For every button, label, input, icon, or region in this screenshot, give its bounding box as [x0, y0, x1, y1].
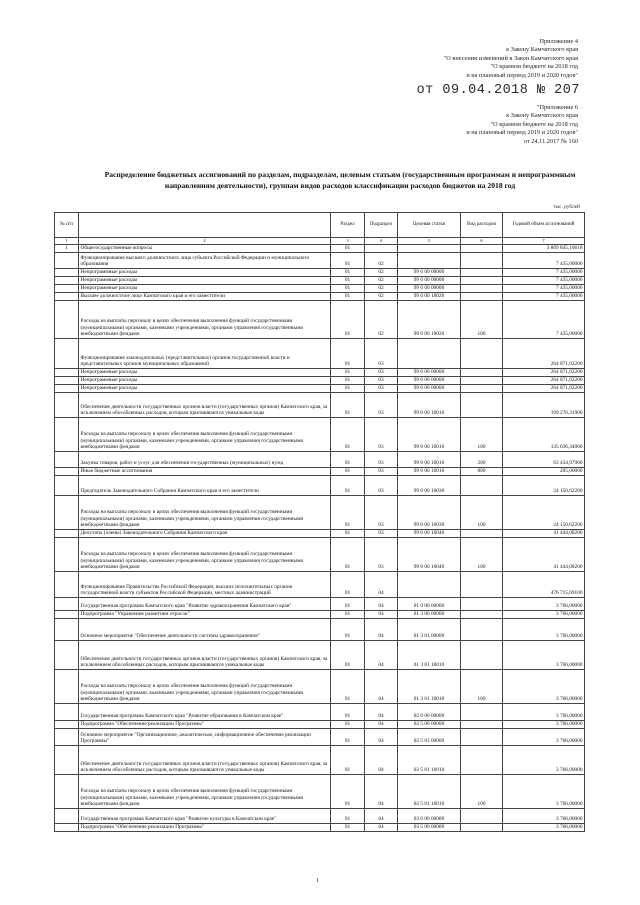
row-section-cell: 01	[331, 418, 365, 452]
row-amount-cell: 199 276,31900	[503, 393, 585, 418]
row-name-cell: Обеспечение деятельности государственных органов власти (государственных органов) Камчатского края, за исключением обособленных расходов, которым присваиваются уникальные коды	[79, 393, 331, 418]
row-amount-cell: 264 871,02200	[503, 339, 585, 369]
row-subsection-cell: 04	[365, 572, 398, 598]
table-row	[55, 452, 585, 468]
row-name-cell: Иные бюджетные ассигнования	[79, 468, 331, 476]
annex-4-header	[444, 38, 578, 80]
row-subsection-cell: 04	[365, 641, 398, 670]
row-name-cell: Расходы на выплаты персоналу в целях обеспечения выполнения функций государственными (муниципальными) органами, казенными учреждениями, органами управления государственными внебюджетными фондами	[79, 670, 331, 704]
row-subsection-cell: 02	[365, 301, 398, 339]
row-amount-cell: 3 766,00000	[503, 824, 585, 832]
row-expense-type-cell	[461, 253, 503, 269]
col-header-annual-amount: Годовой объем ассигнований	[503, 213, 585, 238]
row-expense-type-cell	[461, 369, 503, 377]
row-subsection-cell: 03	[365, 377, 398, 385]
row-expense-type-cell	[461, 377, 503, 385]
row-amount-cell: 3 766,00000	[503, 611, 585, 619]
row-name-cell: Расходы на выплаты персоналу в целях обеспечения выполнения функций государственными (муниципальными) органами, казенными учреждениями, органами управления государственными внебюджетными фондами	[79, 775, 331, 809]
row-section-cell: 01	[331, 572, 365, 598]
table-row	[55, 721, 585, 729]
row-section-cell: 01	[331, 611, 365, 619]
row-target-item-cell: 99 0 00 10040	[398, 530, 461, 538]
row-section-cell: 01	[331, 598, 365, 611]
row-target-item-cell: 02 5 01 10010	[398, 775, 461, 809]
row-number-cell	[55, 729, 79, 746]
row-section-cell: 01	[331, 285, 365, 293]
row-amount-cell: 3 766,00000	[503, 775, 585, 809]
row-amount-cell: 3 766,00000	[503, 809, 585, 824]
row-number-cell	[55, 452, 79, 468]
row-subsection-cell: 03	[365, 452, 398, 468]
row-target-item-cell: 01 3 01 00000	[398, 619, 461, 641]
row-amount-cell: 135 636,34000	[503, 418, 585, 452]
row-name-cell: Закупка товаров, работ и услуг для обеспечения государственных (муниципальных) нужд	[79, 452, 331, 468]
row-expense-type-cell: 800	[461, 468, 503, 476]
row-number-cell	[55, 619, 79, 641]
row-name-cell: Подпрограмма "Обеспечение реализации Программы"	[79, 824, 331, 832]
row-expense-type-cell	[461, 598, 503, 611]
row-section-cell: 01	[331, 369, 365, 377]
row-section-cell: 01	[331, 377, 365, 385]
row-amount-cell: 24 150,62200	[503, 476, 585, 496]
row-amount-cell: 7 435,00000	[503, 293, 585, 301]
row-name-cell: Непрограммные расходы	[79, 285, 331, 293]
col-index: 7	[503, 238, 585, 245]
table-row	[55, 530, 585, 538]
row-number-cell	[55, 468, 79, 476]
row-number-cell	[55, 293, 79, 301]
row-subsection-cell: 03	[365, 530, 398, 538]
row-amount-cell: 3 766,00000	[503, 641, 585, 670]
row-amount-cell: 7 435,00000	[503, 285, 585, 293]
row-amount-cell: 3 766,00000	[503, 619, 585, 641]
row-target-item-cell: 99 0 00 10020	[398, 301, 461, 339]
row-section-cell: 01	[331, 385, 365, 393]
row-expense-type-cell	[461, 293, 503, 301]
row-number-cell	[55, 746, 79, 775]
row-expense-type-cell	[461, 641, 503, 670]
col-header-section: Раздел	[331, 213, 365, 238]
row-name-cell: Функционирование высшего должностного лица субъекта Российской Федерации и муниципального образования	[79, 253, 331, 269]
header-line: "Приложение 6	[536, 104, 578, 111]
row-number-cell	[55, 775, 79, 809]
row-number-cell	[55, 670, 79, 704]
row-section-cell: 01	[331, 704, 365, 721]
row-name-cell: Непрограммные расходы	[79, 385, 331, 393]
table-row	[55, 619, 585, 641]
column-index-row	[55, 238, 585, 245]
row-amount-cell: 476 715,69100	[503, 572, 585, 598]
row-name-cell: Обеспечение деятельности государственных органов власти (государственных органов) Камчатского края, за исключением обособленных расходов, которым присваиваются уникальные коды	[79, 641, 331, 670]
row-amount-cell: 41 444,08200	[503, 538, 585, 572]
row-section-cell: 01	[331, 538, 365, 572]
row-target-item-cell	[398, 339, 461, 369]
row-number-cell	[55, 824, 79, 832]
row-section-cell: 01	[331, 670, 365, 704]
row-name-cell: Непрограммные расходы	[79, 269, 331, 277]
row-target-item-cell	[398, 572, 461, 598]
row-name-cell: Непрограммные расходы	[79, 377, 331, 385]
table-row	[55, 496, 585, 530]
row-target-item-cell: 01 0 00 00000	[398, 598, 461, 611]
row-target-item-cell: 03 5 00 00000	[398, 824, 461, 832]
row-section-cell: 01	[331, 393, 365, 418]
row-name-cell: Основное мероприятие "Организационное, аналитическое, информационное обеспечение реализации Программы"	[79, 729, 331, 746]
table-row	[55, 301, 585, 339]
row-name-cell: Расходы на выплаты персоналу в целях обеспечения выполнения функций государственными (муниципальными) органами, казенными учреждениями, органами управления государственными внебюджетными фондами	[79, 538, 331, 572]
row-target-item-cell: 99 0 00 10010	[398, 468, 461, 476]
row-target-item-cell	[398, 253, 461, 269]
row-target-item-cell: 99 0 00 10010	[398, 418, 461, 452]
row-section-cell: 01	[331, 824, 365, 832]
row-section-cell: 01	[331, 809, 365, 824]
row-target-item-cell: 02 0 00 00000	[398, 704, 461, 721]
table-row	[55, 598, 585, 611]
row-expense-type-cell: 200	[461, 452, 503, 468]
col-index: 2	[79, 238, 331, 245]
table-row	[55, 369, 585, 377]
row-section-cell: 01	[331, 339, 365, 369]
row-target-item-cell: 01 3 01 10010	[398, 670, 461, 704]
row-number-cell	[55, 393, 79, 418]
header-line: и на плановый период 2019 и 2020 годов"	[466, 71, 578, 79]
row-subsection-cell: 03	[365, 476, 398, 496]
table-header-row	[55, 213, 585, 238]
table-row	[55, 253, 585, 269]
row-amount-cell: 3 766,00000	[503, 670, 585, 704]
row-target-item-cell	[398, 245, 461, 253]
row-name-cell: Расходы на выплаты персоналу в целях обеспечения выполнения функций государственными (муниципальными) органами, казенными учреждениями, органами управления государственными внебюджетными фондами	[79, 418, 331, 452]
table-body	[55, 245, 585, 832]
row-name-cell: Расходы на выплаты персоналу в целях обеспечения выполнения функций государственными (муниципальными) органами, казенными учреждениями, органами управления государственными внебюджетными фондами	[79, 496, 331, 530]
row-section-cell: 01	[331, 619, 365, 641]
row-number-cell	[55, 339, 79, 369]
row-number-cell	[55, 385, 79, 393]
col-index: 4	[365, 238, 398, 245]
row-number-cell	[55, 418, 79, 452]
col-header-number: № п/п	[55, 213, 79, 238]
row-subsection-cell: 03	[365, 393, 398, 418]
row-name-cell: Государственная программа Камчатского края "Развитие образования в Камчатском крае"	[79, 704, 331, 721]
header-line: к Закону Камчатского края	[506, 46, 578, 54]
row-name-cell: Основное мероприятие "Обеспечение деятельности системы здравоохранения"	[79, 619, 331, 641]
header-line: и на плановый период 2019 и 2020 годов"	[466, 129, 578, 137]
table-row	[55, 285, 585, 293]
row-target-item-cell: 99 0 00 10010	[398, 393, 461, 418]
row-name-cell: Непрограммные расходы	[79, 277, 331, 285]
row-subsection-cell: 04	[365, 598, 398, 611]
table-row	[55, 269, 585, 277]
row-target-item-cell: 01 3 00 00000	[398, 611, 461, 619]
row-subsection-cell: 03	[365, 418, 398, 452]
row-expense-type-cell: 100	[461, 775, 503, 809]
row-amount-cell: 3 766,00000	[503, 721, 585, 729]
table-row	[55, 775, 585, 809]
row-expense-type-cell	[461, 530, 503, 538]
row-amount-cell: 41 444,08200	[503, 530, 585, 538]
header-line: "О краевом бюджете на 2018 год	[490, 63, 578, 71]
row-amount-cell: 3 869 845,10618	[503, 245, 585, 253]
page-number: 1	[316, 878, 319, 884]
row-subsection-cell: 04	[365, 824, 398, 832]
table-row	[55, 824, 585, 832]
table-row	[55, 476, 585, 496]
row-section-cell: 01	[331, 452, 365, 468]
row-section-cell: 01	[331, 301, 365, 339]
table-row	[55, 293, 585, 301]
row-target-item-cell: 99 0 00 00000	[398, 269, 461, 277]
row-section-cell: 01	[331, 253, 365, 269]
table-row	[55, 670, 585, 704]
row-amount-cell: 63 434,97900	[503, 452, 585, 468]
row-section-cell: 01	[331, 729, 365, 746]
col-header-name	[79, 213, 331, 238]
row-subsection-cell: 03	[365, 468, 398, 476]
row-expense-type-cell	[461, 721, 503, 729]
row-number-cell	[55, 269, 79, 277]
table-row	[55, 704, 585, 721]
row-amount-cell: 264 871,02200	[503, 377, 585, 385]
row-number-cell	[55, 641, 79, 670]
table-row	[55, 385, 585, 393]
row-expense-type-cell	[461, 245, 503, 253]
row-expense-type-cell	[461, 269, 503, 277]
row-name-cell: Функционирование законодательных (представительных) органов государственной власти и представительных органов муниципальных образований	[79, 339, 331, 369]
table-row	[55, 746, 585, 775]
row-amount-cell: 7 435,00000	[503, 269, 585, 277]
row-expense-type-cell	[461, 572, 503, 598]
table-row	[55, 572, 585, 598]
row-subsection-cell: 03	[365, 385, 398, 393]
row-number-cell	[55, 277, 79, 285]
row-name-cell: Расходы на выплаты персоналу в целях обеспечения выполнения функций государственными (муниципальными) органами, казенными учреждениями, органами управления государственными внебюджетными фондами	[79, 301, 331, 339]
col-header-expense-type: Вид расходов	[461, 213, 503, 238]
row-number-cell	[55, 496, 79, 530]
row-expense-type-cell	[461, 285, 503, 293]
table-row	[55, 277, 585, 285]
col-index: 3	[331, 238, 365, 245]
row-target-item-cell: 99 0 00 00000	[398, 285, 461, 293]
row-expense-type-cell	[461, 619, 503, 641]
row-section-cell: 01	[331, 245, 365, 253]
table-row	[55, 339, 585, 369]
row-subsection-cell: 03	[365, 538, 398, 572]
row-number-cell	[55, 377, 79, 385]
row-target-item-cell: 99 0 00 10020	[398, 293, 461, 301]
row-section-cell: 01	[331, 293, 365, 301]
row-name-cell: Государственная программа Камчатского края "Развитие культуры в Камчатском крае"	[79, 809, 331, 824]
row-section-cell: 01	[331, 530, 365, 538]
row-section-cell: 01	[331, 775, 365, 809]
table-row	[55, 468, 585, 476]
row-amount-cell: 264 871,02200	[503, 369, 585, 377]
row-number-cell	[55, 369, 79, 377]
row-subsection-cell	[365, 245, 398, 253]
row-subsection-cell: 02	[365, 269, 398, 277]
row-number-cell	[55, 598, 79, 611]
row-target-item-cell: 99 0 00 10010	[398, 452, 461, 468]
row-section-cell: 01	[331, 496, 365, 530]
header-line: от 24.11.2017 № 160	[523, 137, 578, 145]
row-amount-cell: 24 150,62200	[503, 496, 585, 530]
budget-allocation-table	[54, 212, 585, 832]
row-subsection-cell: 03	[365, 496, 398, 530]
row-expense-type-cell: 100	[461, 418, 503, 452]
row-name-cell: Непрограммные расходы	[79, 369, 331, 377]
row-section-cell: 01	[331, 641, 365, 670]
row-subsection-cell: 03	[365, 339, 398, 369]
row-subsection-cell: 04	[365, 611, 398, 619]
row-expense-type-cell: 100	[461, 301, 503, 339]
row-subsection-cell: 04	[365, 704, 398, 721]
row-section-cell: 01	[331, 269, 365, 277]
row-amount-cell: 7 435,00000	[503, 301, 585, 339]
row-target-item-cell: 03 0 00 00000	[398, 809, 461, 824]
row-expense-type-cell	[461, 824, 503, 832]
row-expense-type-cell	[461, 704, 503, 721]
table-row	[55, 611, 585, 619]
row-number-cell	[55, 538, 79, 572]
header-line: "О краевом бюджете на 2018 год	[490, 120, 578, 128]
row-name-cell: Общегосударственные вопросы	[79, 245, 331, 253]
row-number-cell	[55, 301, 79, 339]
row-number-cell	[55, 572, 79, 598]
table-row	[55, 729, 585, 746]
header-line: "О внесении изменений в Закон Камчатского края	[443, 54, 578, 62]
row-number-cell	[55, 476, 79, 496]
row-amount-cell: 7 435,00000	[503, 253, 585, 269]
row-expense-type-cell: 100	[461, 538, 503, 572]
row-target-item-cell: 99 0 00 10030	[398, 476, 461, 496]
row-number-cell	[55, 809, 79, 824]
row-section-cell: 01	[331, 277, 365, 285]
row-subsection-cell: 02	[365, 253, 398, 269]
row-subsection-cell: 04	[365, 809, 398, 824]
row-expense-type-cell: 100	[461, 670, 503, 704]
table-row	[55, 393, 585, 418]
row-expense-type-cell	[461, 393, 503, 418]
table-row	[55, 418, 585, 452]
row-name-cell: Подпрограмма "Обеспечение реализации Программы"	[79, 721, 331, 729]
col-header-subsection: Подраздел	[365, 213, 398, 238]
row-number-cell: 1	[55, 245, 79, 253]
row-target-item-cell: 02 5 01 00000	[398, 729, 461, 746]
row-subsection-cell: 04	[365, 619, 398, 641]
row-expense-type-cell	[461, 746, 503, 775]
row-expense-type-cell	[461, 476, 503, 496]
row-name-cell: Обеспечение деятельности государственных органов власти (государственных органов) Камчатского края, за исключением обособленных расходов, которым присваиваются уникальные коды	[79, 746, 331, 775]
row-target-item-cell: 02 5 01 10010	[398, 746, 461, 775]
header-line: к Закону Камчатского края	[506, 112, 578, 120]
row-expense-type-cell	[461, 809, 503, 824]
row-expense-type-cell	[461, 611, 503, 619]
row-amount-cell: 3 766,00000	[503, 598, 585, 611]
row-target-item-cell: 01 3 01 10010	[398, 641, 461, 670]
row-target-item-cell: 02 5 00 00000	[398, 721, 461, 729]
row-amount-cell: 3 766,00000	[503, 746, 585, 775]
row-subsection-cell: 03	[365, 369, 398, 377]
table-row	[55, 538, 585, 572]
units-label: тыс. рублей	[553, 204, 580, 210]
table-row	[55, 809, 585, 824]
table-row	[55, 245, 585, 253]
row-subsection-cell: 02	[365, 293, 398, 301]
row-subsection-cell: 04	[365, 775, 398, 809]
row-target-item-cell: 99 0 00 00000	[398, 385, 461, 393]
row-name-cell: Депутаты (члены) Законодательного Собрания Камчатского края	[79, 530, 331, 538]
row-target-item-cell: 99 0 00 00000	[398, 277, 461, 285]
row-section-cell: 01	[331, 476, 365, 496]
row-expense-type-cell	[461, 339, 503, 369]
document-title: Распределение бюджетных ассигнований по разделам, подразделам, целевым статьям (государственным программам и непрограммным направлениям деятельности), группам видов расходов классификации расходов бюджетов на 2018 год	[104, 170, 576, 190]
row-expense-type-cell	[461, 729, 503, 746]
row-name-cell: Высшее должностное лицо Камчатского края и его заместители	[79, 293, 331, 301]
row-number-cell	[55, 611, 79, 619]
table-row	[55, 641, 585, 670]
row-target-item-cell: 99 0 00 10040	[398, 538, 461, 572]
row-name-cell: Председатель Законодательного Собрания Камчатского края и его заместители	[79, 476, 331, 496]
row-amount-cell: 3 766,00000	[503, 729, 585, 746]
annex-6-header	[466, 104, 578, 146]
row-subsection-cell: 04	[365, 729, 398, 746]
row-target-item-cell: 99 0 00 00000	[398, 369, 461, 377]
table-row	[55, 377, 585, 385]
row-subsection-cell: 02	[365, 277, 398, 285]
col-index: 5	[398, 238, 461, 245]
row-number-cell	[55, 704, 79, 721]
row-number-cell	[55, 721, 79, 729]
header-line: Приложение 4	[539, 38, 578, 45]
row-section-cell: 01	[331, 468, 365, 476]
row-name-cell: Государственная программа Камчатского края "Развитие здравоохранения Камчатского края"	[79, 598, 331, 611]
row-expense-type-cell	[461, 277, 503, 285]
row-number-cell	[55, 253, 79, 269]
row-expense-type-cell: 100	[461, 496, 503, 530]
col-index: 6	[461, 238, 503, 245]
col-header-target-item: Целевая статья	[398, 213, 461, 238]
row-amount-cell: 205,00000	[503, 468, 585, 476]
row-section-cell: 01	[331, 721, 365, 729]
row-target-item-cell: 99 0 00 10030	[398, 496, 461, 530]
row-name-cell: Функционирование Правительства Российской Федерации, высших исполнительных органов государственной власти субъектов Российской Федерации, местных администраций	[79, 572, 331, 598]
row-amount-cell: 264 871,02200	[503, 385, 585, 393]
row-subsection-cell: 04	[365, 721, 398, 729]
date-number-stamp: от 09.04.2018 № 207	[416, 83, 580, 98]
row-number-cell	[55, 285, 79, 293]
row-expense-type-cell	[461, 385, 503, 393]
row-target-item-cell: 99 0 00 00000	[398, 377, 461, 385]
row-name-cell: Подпрограмма "Управление развитием отрасли"	[79, 611, 331, 619]
row-amount-cell: 3 766,00000	[503, 704, 585, 721]
row-subsection-cell: 02	[365, 285, 398, 293]
row-amount-cell: 7 435,00000	[503, 277, 585, 285]
col-index: 1	[55, 238, 79, 245]
row-subsection-cell: 04	[365, 746, 398, 775]
row-number-cell	[55, 530, 79, 538]
row-subsection-cell: 04	[365, 670, 398, 704]
row-section-cell: 01	[331, 746, 365, 775]
